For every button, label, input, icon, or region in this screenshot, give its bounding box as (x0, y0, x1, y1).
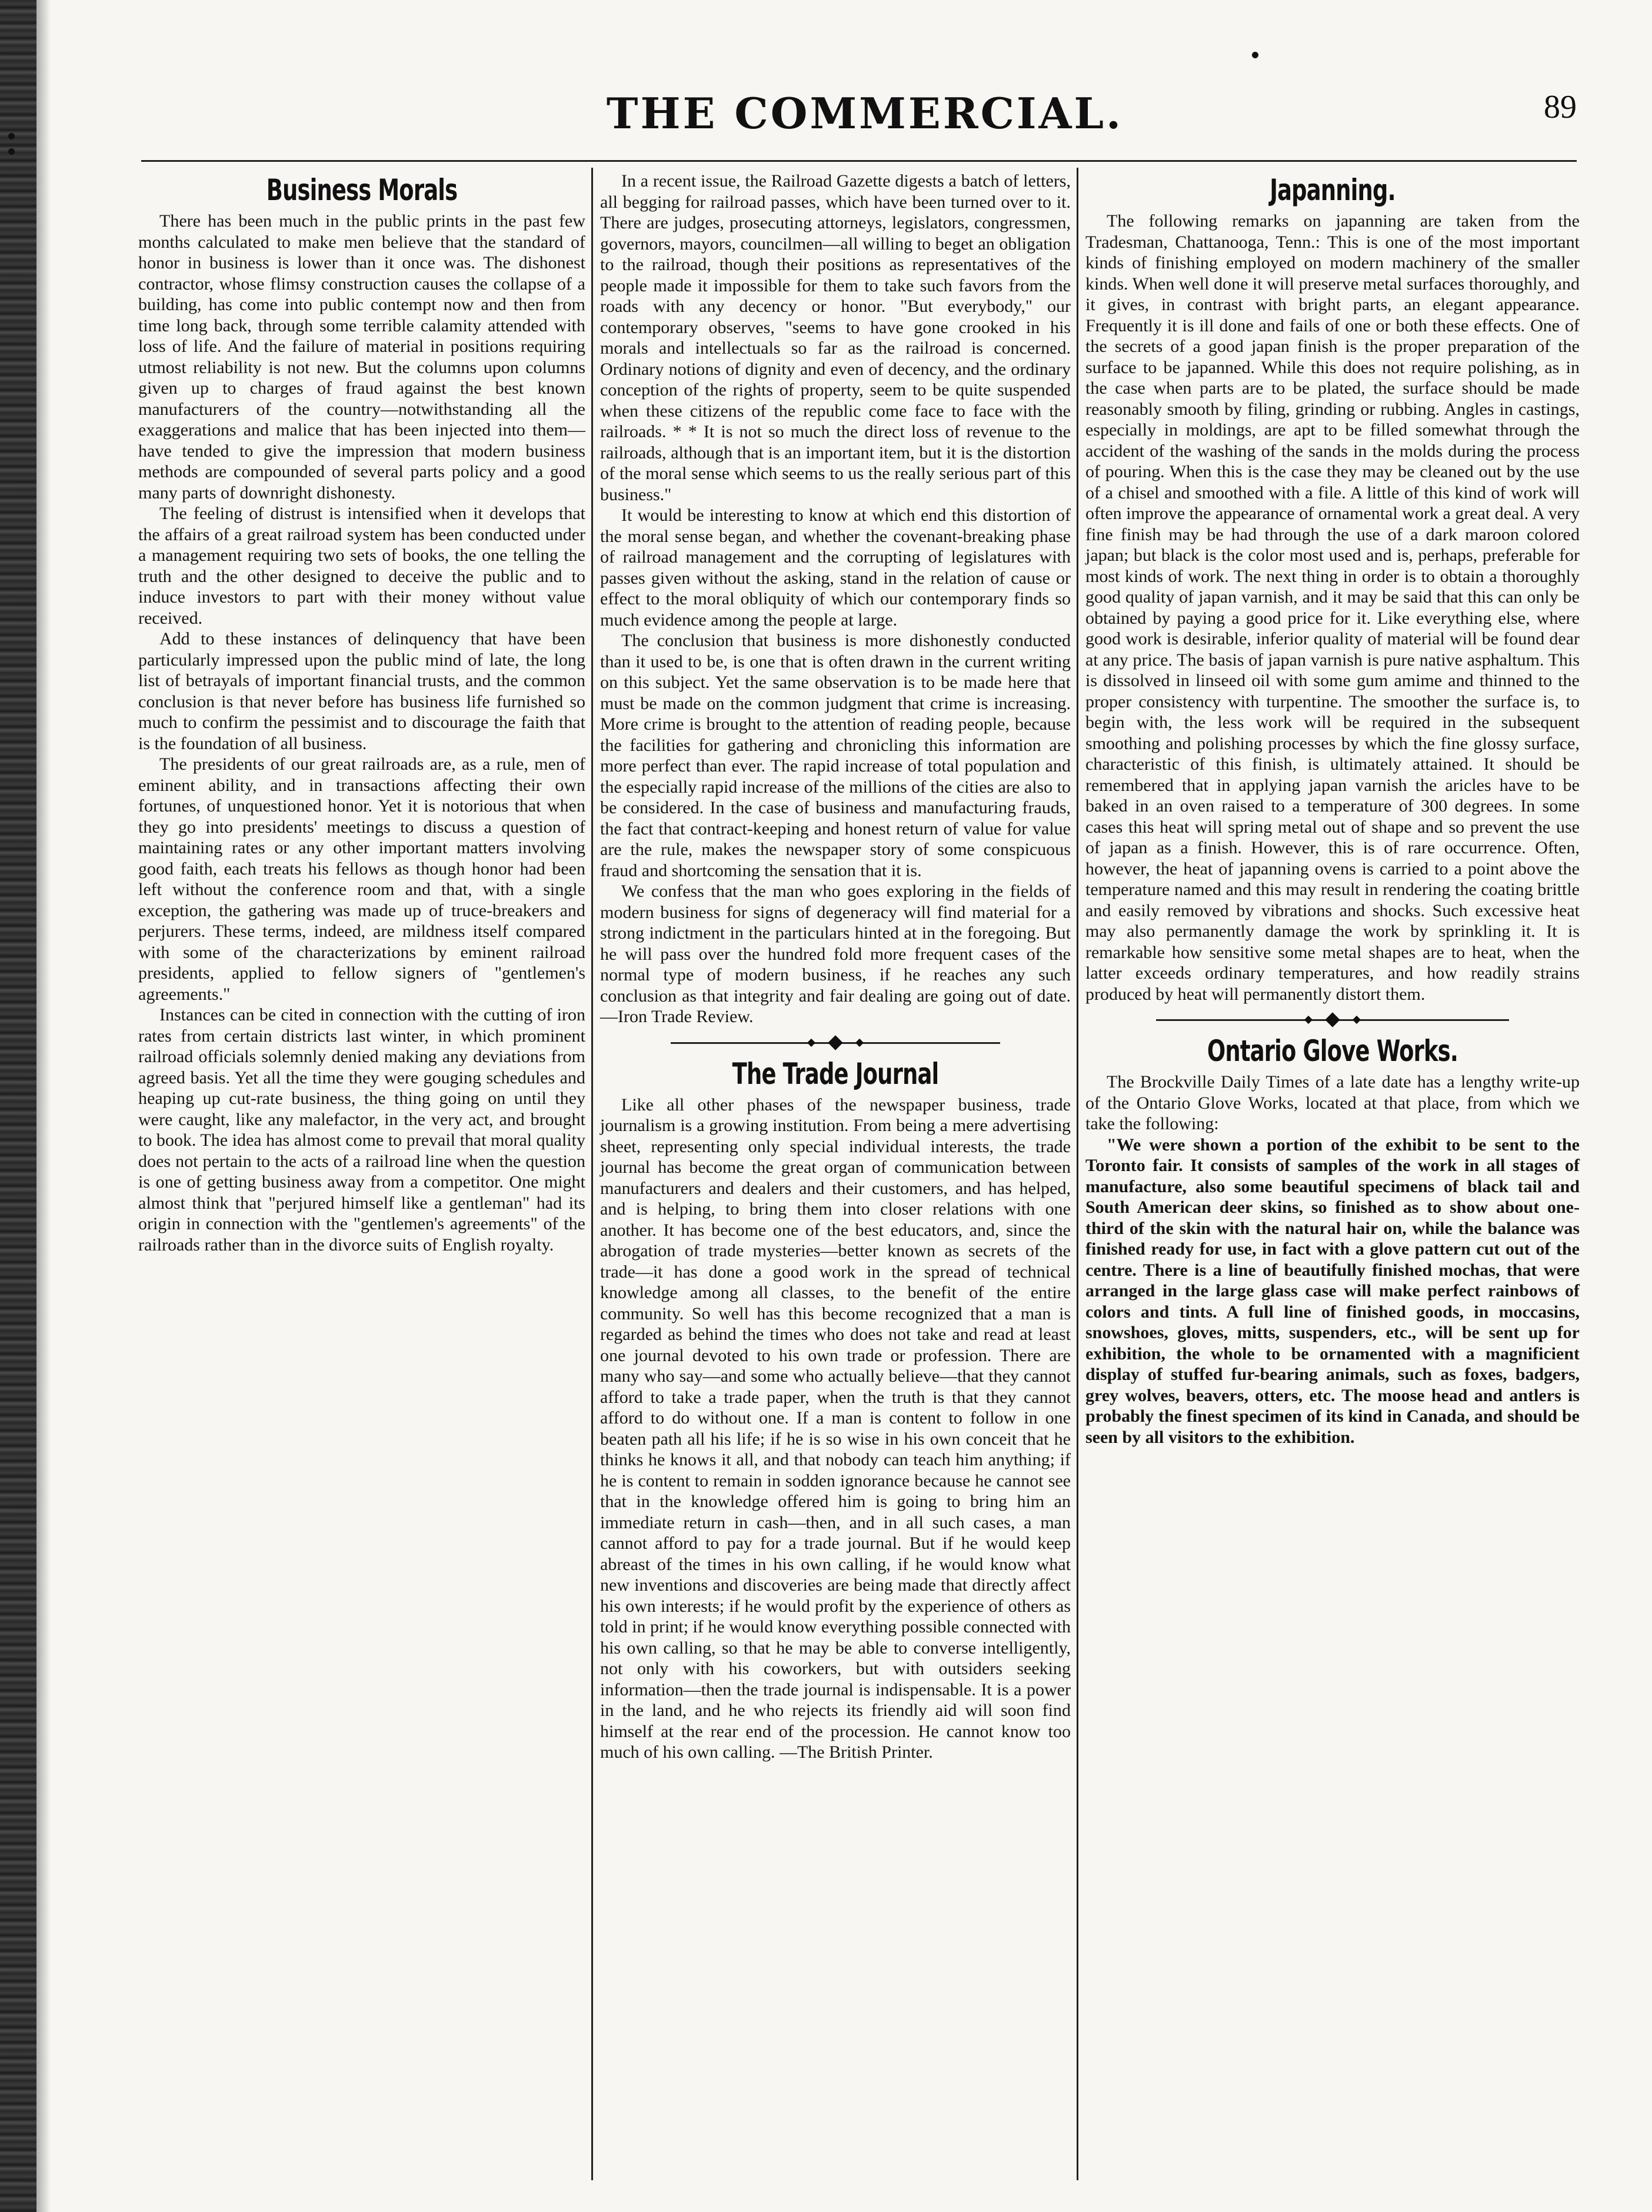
header-rule (141, 160, 1577, 162)
divider-ornament (1304, 1016, 1313, 1024)
paragraph: In a recent issue, the Railroad Gazette digests a batch of letters, all begging for railroad passes, which have been turned over to it. There are judges, prosecuting attorneys, legislators, congressmen, governors, mayors, councilmen—all willing to beget an obligation to the railroad, though their positions as representatives of the people made it impossible for them to take such favors from the roads with any decency or honor. "But everybody," our contemporary observes, "seems to have gone crooked in his morals and intellectuals so far as the railroad is concerned. Ordinary notions of dignity and even of decency, and the ordinary conception of the rights of property, seem to be quite suspended when these citizens of the republic come face to face with the railroads. * * It is not so much the direct loss of revenue to the railroads, although that is an important item, but it is the distortion of the moral sense which seems to us the really serious part of this business." (600, 171, 1071, 504)
column-divider (591, 168, 593, 2180)
column-1 (138, 171, 585, 2183)
margin-mark (8, 133, 15, 139)
book-spine-edge (0, 0, 36, 2212)
spine-shadow (36, 0, 51, 2212)
paragraph: The feeling of distrust is intensified when it develops that the affairs of a great railroad system has been conducted under a management requiring two sets of books, the one telling the truth and the other designed to deceive the public and to induce investors to part with their money without value received. (138, 504, 585, 628)
paragraph: The presidents of our great railroads are, as a rule, men of eminent ability, and in transactions affecting their own fortunes, of unquestioned honor. Yet it is notorious that when they go into presidents' meetings to discuss a question of maintaining rates or any other important matters involving good faith, each treats his fellows as though honor had been left without the conference room and that, with a single exception, the gathering was made up of truce-breakers and perjurers. These terms, indeed, are mildness itself compared with some of the characterizations by eminent railroad presidents, applied to fellow signers of "gentlemen's agreements." (138, 754, 585, 1004)
section-divider (1085, 1008, 1580, 1032)
column-3 (1085, 171, 1580, 2171)
paragraph: "We were shown a portion of the exhibit to be sent to the Toronto fair. It consists of samples of the work in all stages of manufacture, also some beautiful specimens of black tail and South American deer skins, so finished as to show about one-third of the skin with the natural hair on, while the balance was finished ready for use, in fact with a glove pattern cut out of the centre. There is a line of beautifully finished mochas, that were arranged in the large glass case will make perfect rainbows of colors and tints. A full line of finished goods, in moccasins, snowshoes, gloves, mitts, suspenders, etc., will be sent up for exhibition, the whole to be ornamented with a magnificient display of stuffed fur-bearing animals, such as foxes, badgers, grey wolves, beavers, otters, etc. The moose head and antlers is probably the finest specimen of its kind in Canada, and should be seen by all visitors to the exhibition. (1085, 1135, 1580, 1447)
page-number: 89 (1544, 89, 1577, 125)
paragraph: We confess that the man who goes exploring in the fields of modern business for signs of degeneracy will find material for a strong indictment in the particulars hinted at in the foregoing. But he will pass over the hundred fold more frequent cases of the normal type of modern business, if he reaches any such conclusion as that integrity and fair dealing are going out of date.—Iron Trade Review. (600, 882, 1071, 1026)
paragraph: The Brockville Daily Times of a late date has a lengthy write-up of the Ontario Glove Works, located at that place, from which we take the following: (1085, 1072, 1580, 1133)
divider-ornament (807, 1038, 815, 1046)
article-body-ontario-glove-works (1085, 1072, 1580, 1448)
paragraph: The following remarks on japanning are taken from the Tradesman, Chattanooga, Tenn.: This is one of the most important kinds of finishing employed on modern machinery of the smaller kinds. When well done it will preserve metal surfaces thoroughly, and it gives, in contrast with bright parts, an elegant appearance. Frequently it is ill done and fails of one or both these effects. One of the secrets of a good japan finish is the proper preparation of the surface to be japanned. While this does not require polishing, as in the case when parts are to be plated, the surface should be made reasonably smooth by filing, grinding or rubbing. Angles in castings, especially in moldings, are apt to be filled somewhat through the accident of the washing of the sands in the molds during the process of pouring. When this is the case they may be cleaned out by the use of a chisel and smoothed with a file. A little of this kind of work will often improve the appearance of ornamental work a great deal. A very fine finish may be had through the use of a dark maroon colored japan; but black is the color most used and is, perhaps, preferable for most kinds of work. The next thing in order is to obtain a thoroughly good quality of japan varnish, and it may be said that this can only be obtained by paying a good price for it. Like everything else, where good work is desirable, inferior quality of material will be found dear at any price. The basis of japan varnish is pure native asphaltum. This is dissolved in linseed oil with some gum amime and thinned to the proper consistency with turpentine. The smoother the surface is, to begin with, the less work will be required in the subsequent smoothing and polishing processes by which the fine glossy surface, characteristic of this finish, is ultimately attained. It should be remembered that in applying japan varnish the aricles have to be baked in an oven raised to a temperature of 300 degrees. In some cases this heat will spring metal out of shape and so prevent the use of japan as a finish. However, this is of rare occurrence. Often, however, the heat of japanning ovens is carried to a point above the temperature named and this may result in rendering the coating brittle and easily removed by vibrations and shocks. Such excessive heat may also permanently damage the work by sprinkling it. It is remarkable how sensitive some metal shapes are to heat, when the latter exceeds ordinary temperatures, and how readily strains produced by heat will permanently distort them. (1085, 211, 1580, 1004)
margin-mark (1252, 52, 1258, 58)
article-title-business-morals: Business Morals (266, 173, 458, 207)
article-body-trade-journal (600, 1095, 1071, 1763)
divider-ornament (1325, 1012, 1340, 1027)
article-title-trade-journal: The Trade Journal (732, 1056, 939, 1091)
article-body-business-morals (138, 211, 585, 1255)
paragraph: It would be interesting to know at which end this distortion of the moral sense began, and whether the covenant-breaking phase of railroad management and the corrupting of legislatures with passes given without the asking, stand in the relation of cause or effect to the moral obliquity of which our contemporary finds so much evidence among the people at large. (600, 505, 1071, 630)
article-body-business-morals-continued (600, 171, 1071, 1027)
column-divider (1077, 168, 1078, 2180)
masthead: THE COMMERCIAL. (606, 88, 1124, 138)
divider-ornament (1353, 1016, 1361, 1024)
section-divider (600, 1031, 1071, 1055)
paragraph: Instances can be cited in connection with the cutting of iron rates from certain districts last winter, in which prominent railroad officials solemnly denied making any deviations from agreed basis. Yet all the time they were gouging schedules and heaping up cut-rate business, the thing going on until they were caught, like any malefactor, in the very act, and brought to book. The idea has almost come to prevail that moral quality does not pertain to the acts of a railroad line when the question is one of getting business away from a competitor. One might almost think that "perjured himself like a gentleman" had its origin in connection with the "gentlemen's agreements" of the railroads rather than in the divorce suits of English royalty. (138, 1005, 585, 1255)
divider-ornament (855, 1038, 864, 1046)
article-body-japanning (1085, 211, 1580, 1004)
paragraph: The conclusion that business is more dishonestly conducted than it used to be, is one that is often drawn in the current writing on this subject. Yet the same observation is to be made here that must be made on the common judgment that crime is increasing. More crime is brought to the attention of reading people, because the facilities for gathering and chronicling this information are more perfect than ever. The rapid increase of total population and the especially rapid increase of the millions of the cities are also to be considered. In the case of business and manufacturing frauds, the fact that contract-keeping and honest return of value for value are the rule, makes the newspaper story of some conspicuous fraud and shortcoming the sensation that it is. (600, 631, 1071, 880)
divider-ornament (828, 1035, 842, 1050)
paragraph: There has been much in the public prints in the past few months calculated to make men believe that the standard of honor in business is lower than it once was. The dishonest contractor, whose flimsy construction causes the collapse of a building, has come into public contempt now and then from time long back, through some terrible calamity attended with loss of life. And the failure of material in positions requiring utmost reliability is not new. But the columns upon columns given up to charges of fraud against the best known manufacturers of the country—notwithstanding all the exaggerations and malice that has been injected into them—have tended to give the impression that modern business methods are compounded of several parts policy and a good many parts of downright dishonesty. (138, 211, 585, 503)
article-title-japanning: Japanning. (1270, 173, 1395, 207)
article-title-ontario-glove-works: Ontario Glove Works. (1207, 1034, 1458, 1068)
paragraph: Add to these instances of delinquency that have been particularly impressed upon the public mind of late, the long list of betrayals of important financial trusts, and the common conclusion is that never before has business life furnished so much to confirm the pessimist and to discourage the faith that is the foundation of all business. (138, 629, 585, 753)
paragraph: Like all other phases of the newspaper business, trade journalism is a growing institution. From being a mere advertising sheet, representing only special individual interests, the trade journal has become the great organ of communication between manufacturers and dealers and their customers, and has helped, and is helping, to bring them into closer relations with one another. It has become one of the best educators, and, since the abrogation of trade mysteries—better known as secrets of the trade—it has done a good work in the spread of technical knowledge among all classes, to the benefit of the entire community. So well has this become recognized that a man is regarded as behind the times who does not take and read at least one journal devoted to his own trade or profession. There are many who say—and some who actually believe—that they cannot afford to take a trade paper, when the truth is that they cannot afford to do without one. If a man is content to follow in one beaten path all his life; if he is so wise in his own conceit that he thinks he knows it all, and that nobody can teach him anything; if he is content to remain in sodden ignorance because he cannot see that in the knowledge offered him is going to bring him an immediate return in cash—then, and in all such cases, a man cannot afford to pay for a trade journal. But if he would keep abreast of the times in his own calling, if he would know what new inventions and discoveries are being made that directly affect his own interests; if he would profit by the experience of others as told in print; if he would know everything possible connected with his own calling, so that he may be able to converse intelligently, not only with his coworkers, but with outsiders seeking information—then the trade journal is indispensable. It is a power in the land, and he who rejects its friendly aid will soon find himself at the rear end of the procession. He cannot know too much of his own calling. —The British Printer. (600, 1095, 1071, 1762)
column-2 (600, 171, 1071, 2183)
margin-mark (8, 148, 15, 155)
